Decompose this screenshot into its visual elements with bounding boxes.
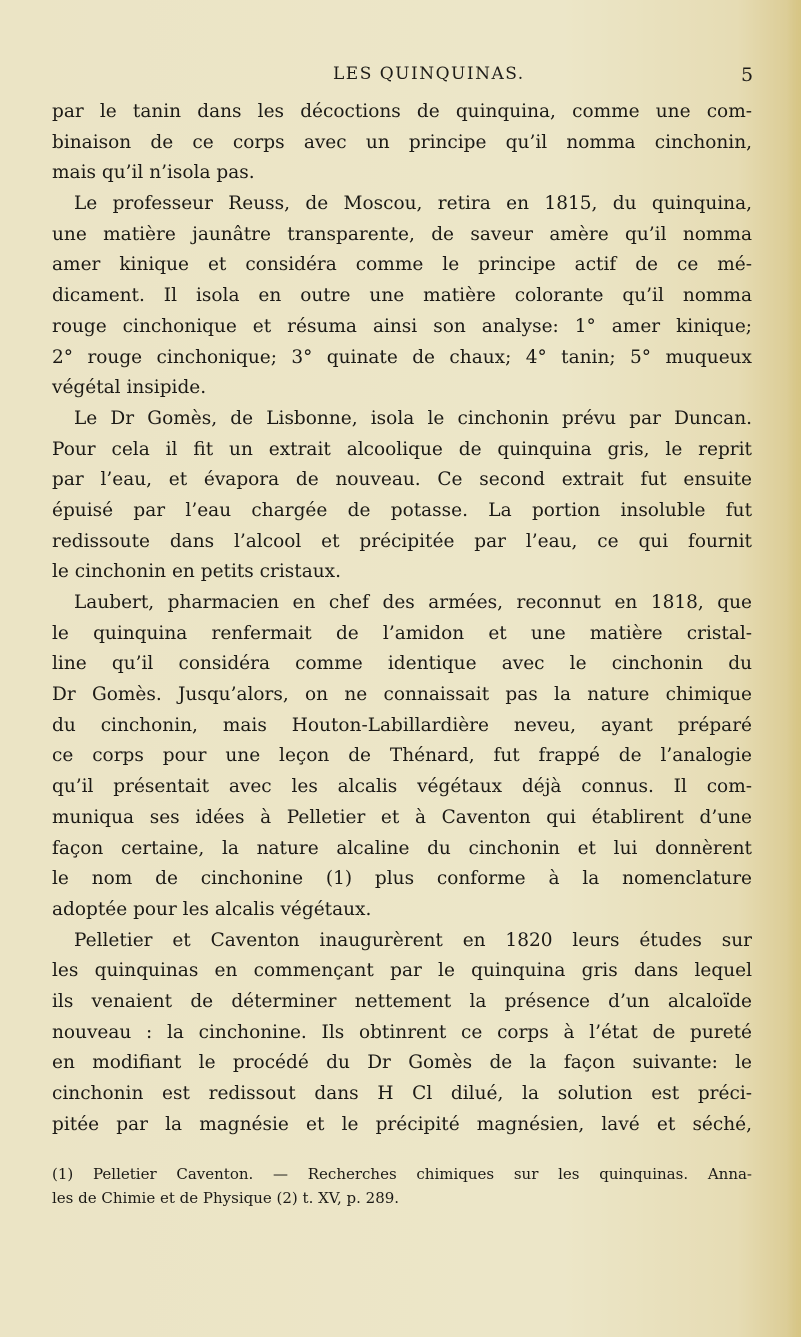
text-line: adoptée pour les alcalis végétaux. <box>52 898 372 920</box>
text-line: le quinquina renfermait de l’amidon et une matière cristal- <box>52 622 752 644</box>
text-line: Le Dr Gomès, de Lisbonne, isola le cinchonin prévu par Duncan. <box>74 407 752 429</box>
text-line: par le tanin dans les décoctions de quinquina, comme une com- <box>52 101 752 122</box>
text-line: 2° rouge cinchonique; 3° quinate de chaux; 4° tanin; 5° muqueux <box>52 346 752 368</box>
text-line: Laubert, pharmacien en chef des armées, reconnut en 1818, que <box>74 592 752 613</box>
footnote-line: (1) Pelletier Caventon. — Recherches chimiques sur les quinquinas. Anna- <box>52 1165 752 1183</box>
page-number: 5 <box>741 64 754 86</box>
body-text <box>52 97 752 1140</box>
text-line: mais qu’il n’isola pas. <box>52 162 255 184</box>
footnote-line: les de Chimie et de Physique (2) t. XV, p. 289. <box>52 1189 400 1207</box>
text-line: Pelletier et Caventon inaugurèrent en 1820 leurs études sur <box>74 929 752 951</box>
text-line: amer kinique et considéra comme le principe actif de ce mé- <box>52 254 752 276</box>
text-line: par l’eau, et évapora de nouveau. Ce second extrait fut ensuite <box>52 469 752 491</box>
page-edge <box>787 0 801 1337</box>
text-line: façon certaine, la nature alcaline du cinchonin et lui donnèrent <box>52 837 752 859</box>
text-line: qu’il présentait avec les alcalis végétaux déjà connus. Il com- <box>52 776 752 798</box>
text-line: pitée par la magnésie et le précipité magnésien, lavé et séché, <box>52 1113 752 1135</box>
text-line: du cinchonin, mais Houton-Labillardière neveu, ayant préparé <box>52 714 752 736</box>
text-line: ce corps pour une leçon de Thénard, fut frappé de l’analogie <box>52 745 752 767</box>
text-line: le nom de cinchonine (1) plus conforme à la nomenclature <box>52 868 752 890</box>
text-line: en modifiant le procédé du Dr Gomès de la façon suivante: le <box>52 1052 752 1074</box>
text-line: muniqua ses idées à Pelletier et à Caventon qui établirent d’une <box>52 806 752 828</box>
text-line: nouveau : la cinchonine. Ils obtinrent ce corps à l’état de pureté <box>52 1021 752 1043</box>
text-line: végétal insipide. <box>52 377 207 399</box>
footnotes <box>52 1162 752 1210</box>
text-line: Dr Gomès. Jusqu’alors, on ne connaissait pas la nature chimique <box>52 684 752 706</box>
text-line: rouge cinchonique et résuma ainsi son analyse: 1° amer kinique; <box>52 315 752 337</box>
text-line: redissoute dans l’alcool et précipitée par l’eau, ce qui fournit <box>52 530 752 552</box>
text-line: Pour cela il fit un extrait alcoolique de quinquina gris, le reprit <box>52 438 752 460</box>
text-line: line qu’il considéra comme identique avec le cinchonin du <box>52 653 752 675</box>
text-line: Le professeur Reuss, de Moscou, retira en 1815, du quinquina, <box>74 193 752 215</box>
text-line: les quinquinas en commençant par le quinquina gris dans lequel <box>52 960 752 982</box>
text-line: dicament. Il isola en outre une matière colorante qu’il nomma <box>52 285 752 307</box>
text-line: binaison de ce corps avec un principe qu’il nomma cinchonin, <box>52 131 752 153</box>
text-line: épuisé par l’eau chargée de potasse. La portion insoluble fut <box>52 499 752 521</box>
text-line: cinchonin est redissout dans H Cl dilué, la solution est préci- <box>52 1083 752 1104</box>
text-line: une matière jaunâtre transparente, de saveur amère qu’il nomma <box>52 223 752 245</box>
running-title: LES QUINQUINAS. <box>333 64 525 84</box>
running-head <box>0 64 801 94</box>
text-line: le cinchonin en petits cristaux. <box>52 561 341 583</box>
text-line: ils venaient de déterminer nettement la présence d’un alcaloïde <box>52 990 752 1012</box>
